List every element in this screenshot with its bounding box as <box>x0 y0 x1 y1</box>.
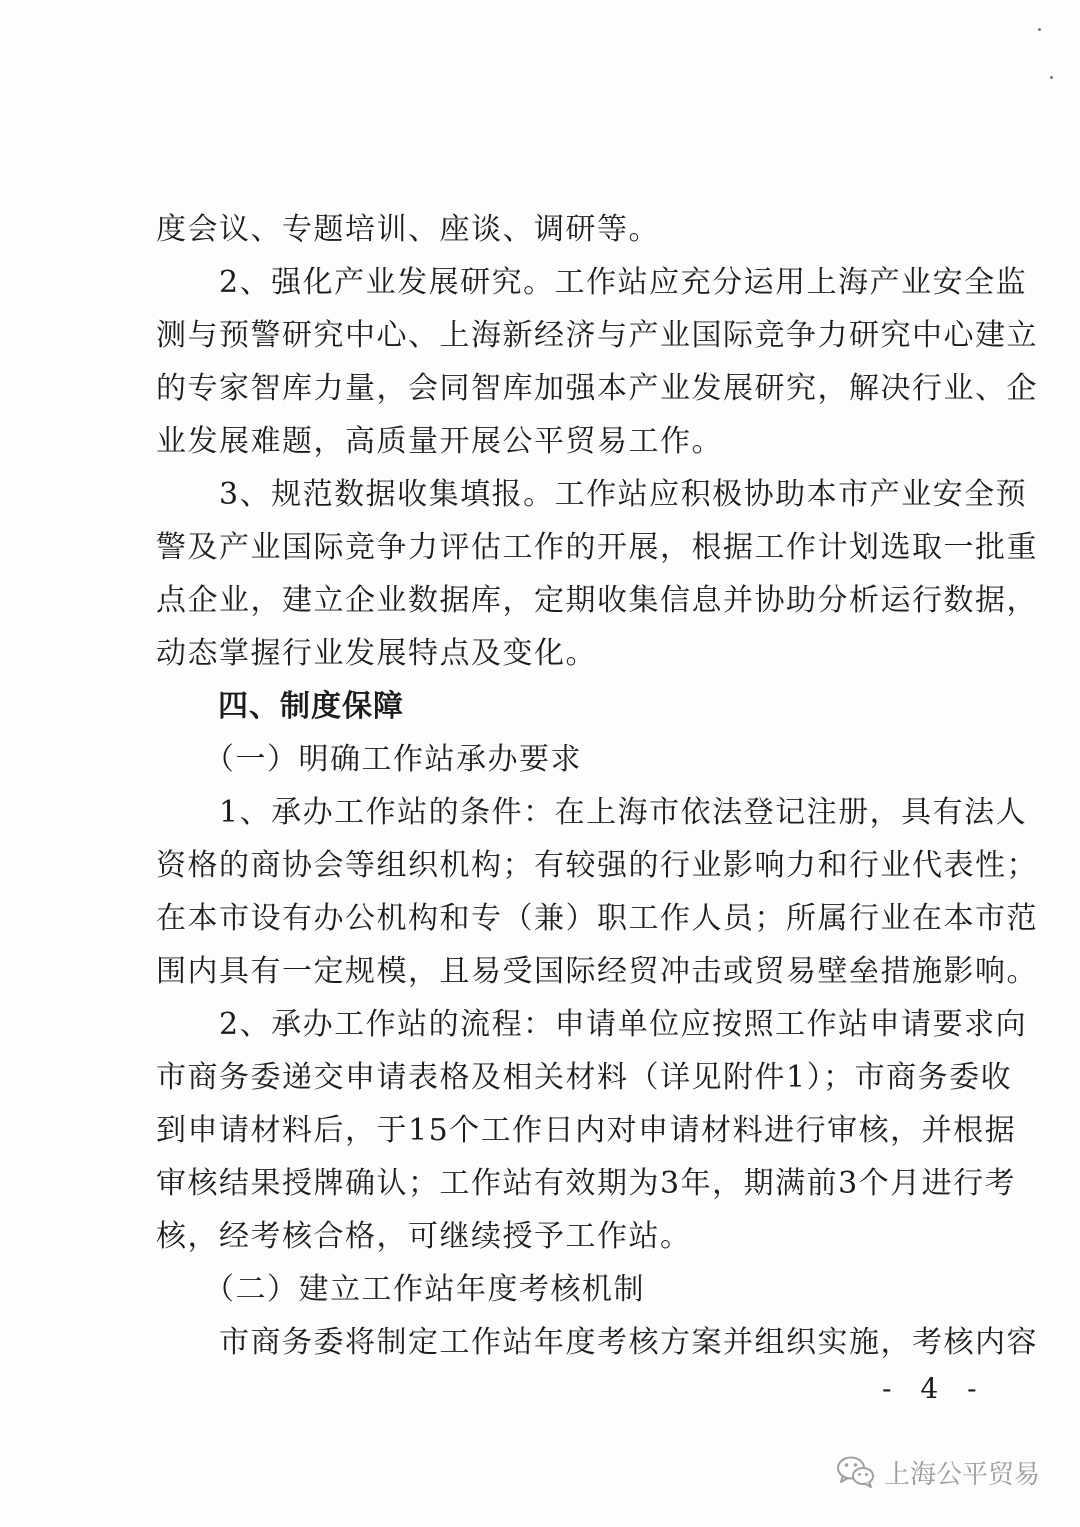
body-line-13: 资格的商协会等组织机构；有较强的行业影响力和行业代表性； <box>156 848 1038 883</box>
page-number: - 4 - <box>882 1372 987 1405</box>
body-line-20: 核，经考核合格，可继续授予工作站。 <box>156 1219 692 1254</box>
body-line-19: 审核结果授牌确认；工作站有效期为3年，期满前3个月进行考 <box>156 1166 1017 1201</box>
body-line-18: 到申请材料后，于15个工作日内对申请材料进行审核，并根据 <box>156 1113 1017 1148</box>
subsection-heading-2: （二）建立工作站年度考核机制 <box>156 1272 645 1307</box>
body-line-17: 市商务委递交申请表格及相关材料（详见附件1）；市商务委收 <box>156 1060 1013 1095</box>
body-line-16: 2、承办工作站的流程：申请单位应按照工作站申请要求向 <box>156 1007 1028 1042</box>
body-line-15: 围内具有一定规模，且易受国际经贸冲击或贸易壁垒措施影响。 <box>156 954 1038 989</box>
body-line-8: 点企业，建立企业数据库，定期收集信息并协助分析运行数据， <box>156 583 1038 618</box>
scan-speck <box>1050 76 1053 79</box>
body-line-6: 3、规范数据收集填报。工作站应积极协助本市产业安全预 <box>156 477 1028 512</box>
body-line-2: 2、强化产业发展研究。工作站应充分运用上海产业安全监 <box>156 265 1028 300</box>
scan-speck <box>1038 28 1041 31</box>
body-line-4: 的专家智库力量，会同智库加强本产业发展研究，解决行业、企 <box>156 371 1038 406</box>
section-heading-4: 四、制度保障 <box>156 689 404 724</box>
body-line-7: 警及产业国际竞争力评估工作的开展，根据工作计划选取一批重 <box>156 530 1038 565</box>
body-line-3: 测与预警研究中心、上海新经济与产业国际竞争力研究中心建立 <box>156 318 1038 353</box>
body-line-22: 市商务委将制定工作站年度考核方案并组织实施，考核内容 <box>156 1325 1038 1360</box>
subsection-heading-1: （一）明确工作站承办要求 <box>156 742 582 777</box>
body-line-9: 动态掌握行业发展特点及变化。 <box>156 636 597 671</box>
body-line-12: 1、承办工作站的条件：在上海市依法登记注册，具有法人 <box>156 795 1028 830</box>
body-line-14: 在本市设有办公机构和专（兼）职工作人员；所属行业在本市范 <box>156 901 1038 936</box>
body-line-1: 度会议、专题培训、座谈、调研等。 <box>156 212 660 247</box>
wechat-icon <box>836 1455 876 1489</box>
body-line-5: 业发展难题，高质量开展公平贸易工作。 <box>156 424 723 459</box>
watermark-text: 上海公平贸易 <box>884 1459 1041 1490</box>
watermark <box>836 1452 1040 1492</box>
